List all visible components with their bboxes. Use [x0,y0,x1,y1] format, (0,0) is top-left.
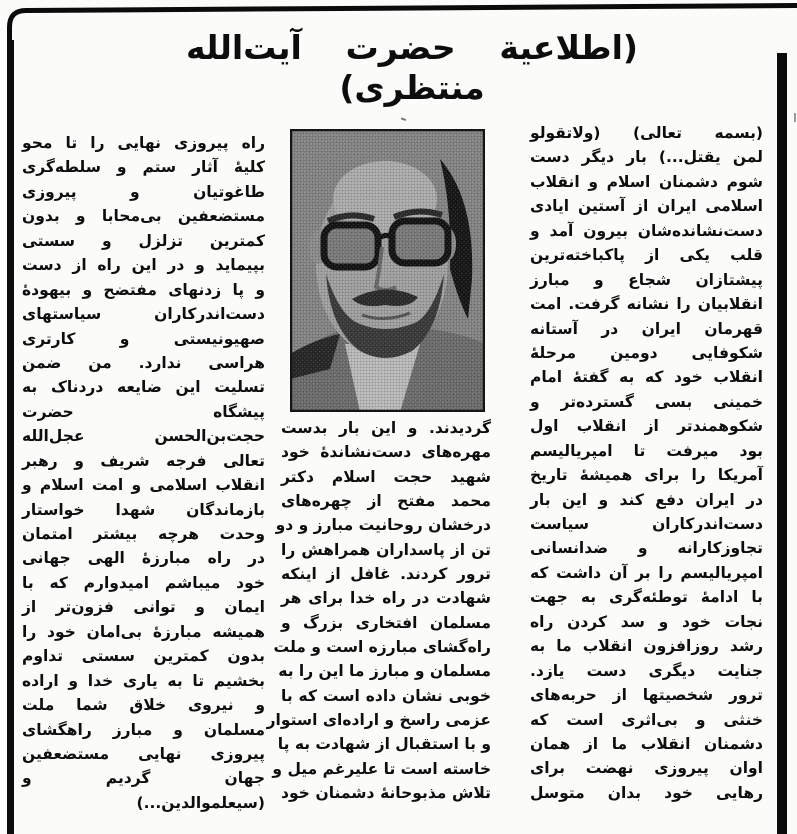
text-line: قلب یکی از پاکباخته‌ترین [530,246,763,265]
text-line: مسلمان و مبارز راهگشای [22,720,265,739]
text-line: رشد روزافزون انقلاب ما به [530,637,763,656]
text-line: محمد مفتح از چهره‌های [281,492,491,511]
text-line: انقلابیان را نشانه گرفت. امت [530,295,763,314]
photo-top-mark [401,117,406,121]
text-line: راه پیروزی نهایی را تا محو [22,134,265,152]
text-line: درخشان روحانیت مبارز و دو [275,516,491,535]
text-line: تعالی فرجه شریف و رهبر [22,451,265,470]
text-line: رهایی خود بدان متوسل [530,783,763,802]
text-line: جنایت دیگری دست یازد. [530,661,763,680]
text-line: قهرمان ایران در آستانه [530,319,763,338]
text-line: صهیونیستی و کارتری [22,329,265,348]
text-line: ایمان و توانی فزون‌تر از [22,598,265,617]
text-line: مسلمان و مبارز ما این را به [278,662,491,681]
portrait-photo-icon [290,129,485,412]
text-line: خنثی و بی‌اثری است که [530,710,763,729]
text-line: خوبی نشان داده است که با [281,686,491,705]
text-line: مهره‌های دست‌نشاندهٔ خود [281,443,491,462]
text-line: بدون کمترین سستی تداوم [22,647,265,666]
text-line: و پا زدنهای مفتضح و بیهودهٔ [22,280,265,299]
text-line: کمترین تزلزل و سستی [22,231,265,250]
text-line: اوان پیروزی نهضت برای [530,759,763,778]
text-line: آمریکا را برای همیشهٔ تاریخ [530,466,763,485]
text-line: پیشتازان شجاع و مبارز [530,270,763,289]
text-line: و نیروی خلاق شما ملت [22,696,265,715]
text-line: شهید حجت اسلام دکتر [281,467,491,486]
text-line: جهان گردیم و [22,769,265,788]
text-line: لمن یقتل...) بار دیگر دست [530,148,763,167]
text-line: شکوهمندتر از انقلاب اول [530,417,763,436]
text-line: امپریالیسم را بر آن داشت که [530,563,763,582]
text-line: تن از پاسداران همراهش را [281,540,491,559]
text-line: مسلمان افتخاری بزرگ و [281,613,491,632]
column-right [530,121,763,805]
text-line: پیروزی نهایی مستضعفین [22,744,265,763]
text-line: راه‌گشای مبارزه است و ملت [273,638,491,657]
text-line: بخشیم تا به یاری خدا و اراده [22,671,265,690]
text-line: با ادامهٔ توطئه‌گری به جهت [530,588,763,607]
text-line: دست‌نشانده‌شان بیرون آمد و [530,221,763,240]
text-line: هراسی ندارد. من ضمن [22,353,265,372]
text-line: کلیهٔ آثار ستم و سلطه‌گری [22,158,265,177]
text-line: (بسمه تعالی) (ولاتقولو [530,124,763,142]
text-line: خمینی بسی گسترده‌تر و [530,392,763,411]
text-line: حجت‌بن‌الحسن عجل‌الله [22,427,265,446]
text-line: وحدت هرچه بیشتر امتمان [22,525,265,543]
text-line: (سیعلموالدین...) [136,793,265,812]
text-line: نجات خود و سد کردن راه [530,612,763,631]
text-line: خاسته است تا علیرغم میل و [272,759,491,778]
text-line: عزمی راسخ و اراده‌ای استوار [266,711,491,730]
text-line: ترور کردند. غافل از اینکه [281,565,491,584]
text-line: خود میباشم امیدوارم که با [22,573,265,592]
text-line: گردیدند. و این بار بدست [281,419,491,437]
text-line: انقلاب اسلامی و امت اسلام و [22,476,265,495]
text-line: اسلامی ایران از آستین ایادی [530,197,763,216]
text-line: در ایران دفع کند و این بار [530,490,763,509]
text-line: تلاش مذبوحانهٔ دشمنان خود [281,784,491,803]
column-left [22,131,265,815]
text-line: ترور شخصیتها از حربه‌های [530,686,763,705]
frame-left-bar [7,40,14,834]
frame-right-bar [777,53,787,834]
photo-halftone-light [290,129,485,412]
column-middle [266,416,491,806]
text-line: شکوفایی دومین مرحلهٔ [530,343,763,362]
text-line: تسلیت این ضایعه دردناک به [22,378,265,397]
text-line: بازماندگان شهدا خواستار [22,500,265,519]
text-line: انقلاب خود که به گفتهٔ امام [530,368,763,387]
text-line: شوم دشمنان اسلام و انقلاب [530,172,763,191]
text-line: مستضعفین بی‌محابا و بدون [22,207,265,226]
text-line: دشمنان انقلاب ما از همان [530,734,763,753]
text-line: شهادت در راه خدا برای هر [281,589,491,608]
scan-mark [794,113,796,122]
headline-line-2: منتظری) [339,68,485,107]
text-line: و با استقبال از شهادت به پا [277,735,491,754]
text-line: بپیماید و در این راه از دست [22,256,265,275]
text-line: در راه مبارزهٔ الهی جهانی [22,549,265,568]
text-line: همیشه مبارزهٔ بی‌امان خود را [22,622,265,641]
text-line: بود میرفت تا امپریالیسم [530,441,763,460]
text-line: طاغوتیان و پیروزی [22,182,265,201]
text-line: تجاوزکارانه و ضدانسانی [530,539,763,558]
headline-line-1: (اطلاعیة حضرت آیت‌الله [186,28,638,67]
text-line: دست‌اندرکاران سیاست [530,515,763,533]
text-line: پیشگاه حضرت [22,402,265,421]
text-line: دست‌اندرکاران سیاستهای [22,305,265,324]
